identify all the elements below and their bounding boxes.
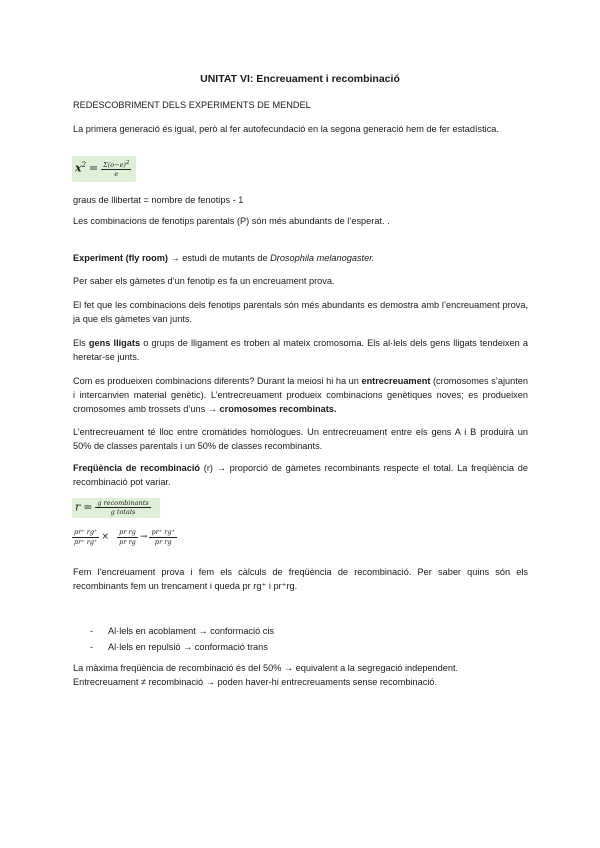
formula2-denominator: g totals <box>110 508 136 516</box>
cross-fraction-3 <box>149 528 176 547</box>
paragraph-degrees-freedom: graus de llibertat = nombre de fenotips - 1 <box>73 195 244 205</box>
paragraph-homologous-chromatids: L’entrecreuament té lloc entre cromàtides homòlogues. Un entrecreuament entre els gens A i B produirà un 50% de classes parentals i un 50% de classes recombinants. <box>73 427 528 451</box>
paragraph-crossover-not-recombination: Entrecreuament ≠ recombinació → poden haver-hi entrecreuaments sense recombinació. <box>73 677 438 687</box>
section-heading: REDESCOBRIMENT DELS EXPERIMENTS DE MENDEL <box>73 100 311 110</box>
list-item <box>90 640 268 654</box>
crossing-term: entrecreuament <box>361 376 431 386</box>
bullet-text: Al·lels en repulsió → conformació trans <box>108 642 268 652</box>
linked-genes-text-2: o grups de lligament es troben al mateix cromosoma. Els al·lels dels gens lligats tendeixen a heretar-se junts. <box>73 338 528 362</box>
cross-f2-num: pr rg <box>119 528 136 536</box>
crossing-text-1: Com es produeixen combinacions diferents? Durant la meiosi hi ha un <box>73 376 362 386</box>
recombination-frequency-text: (r) → proporció de gàmetes recombinants respecte el total. La freqüència de recombinació pot variar. <box>73 463 528 487</box>
cross-f3-num: pr⁺ rg⁺ <box>151 528 175 536</box>
cross-f1-num: pr⁺ rg⁺ <box>74 528 98 536</box>
cross-f2-den: pr rg <box>119 538 136 546</box>
recombination-frequency-formula <box>72 498 160 518</box>
recombination-frequency-term: Freqüència de recombinació <box>73 463 200 473</box>
formula2-eq: = <box>83 500 93 514</box>
formula-eq: = <box>88 161 99 175</box>
paragraph-test-cross: Per saber els gàmetes d’un fenotip es fa un encreuament prova. <box>73 276 335 286</box>
experiment-text: → estudi de mutants de <box>167 253 271 263</box>
paragraph-first-generation: La primera generació és igual, però al fer autofecundació en la segona generació hem de fer estadística. <box>73 124 499 134</box>
paragraph-parental-combinations: Les combinacions de fenotips parentals (P) són més abundants de l’esperat. . <box>73 216 390 226</box>
fly-room-label: (fly room) <box>125 253 168 263</box>
paragraph-crossing-over <box>73 374 528 416</box>
crossing-text-2: (cromosomes s’ajunten i intercanvien material genètic). L’entrecreuament produeix combinacions genètiques noves; es produeixen cromosomes amb trossets d’uns → <box>73 376 528 414</box>
linked-genes-text-1: Els <box>73 338 89 348</box>
cross-f1-den: pr⁺ rg⁺ <box>74 538 98 546</box>
cross-arrow: → <box>139 532 148 542</box>
page-title: UNITAT VI: Encreuament i recombinació <box>200 73 400 85</box>
species-name: Drosophila melanogaster. <box>270 253 375 263</box>
cross-fraction-2 <box>117 528 138 547</box>
list-item <box>90 624 274 638</box>
cross-formula <box>72 528 177 547</box>
formula2-fraction <box>95 499 150 516</box>
cross-times: × <box>101 532 110 542</box>
paragraph-test-cross-calc: Fem l’encreuament prova i fem els càlculs de freqüència de recombinació. Per saber quins són els recombinants fem un trencament i queda pr rg⁺ i pr⁺rg. <box>73 567 528 591</box>
paragraph-recombination-frequency <box>73 461 528 489</box>
bullet-dash: - <box>90 642 94 652</box>
bullet-text: Al·lels en acoblament → conformació cis <box>108 626 274 636</box>
formula2-lhs: r <box>75 500 81 514</box>
cross-f3-den: pr rg <box>154 538 172 546</box>
paragraph-max-frequency: La màxima freqüència de recombinació és del 50% → equivalent a la segregació independent. <box>73 663 459 673</box>
formula2-numerator: g recombinants <box>97 499 149 507</box>
paragraph-experiment <box>73 251 528 265</box>
formula-denominator: e <box>114 170 119 179</box>
experiment-label: Experiment <box>73 253 124 263</box>
formula-lhs-sup: 2 <box>81 161 87 169</box>
cross-fraction-1 <box>72 528 99 547</box>
chi-square-formula <box>72 156 136 182</box>
recombinant-chromosomes-term: cromosomes recombinats. <box>219 404 337 414</box>
linked-genes-term: gens lligats <box>88 338 141 348</box>
paragraph-parental-abundance: El fet que les combinacions dels fenotips parentals són més abundants es demostra amb l’encreuament prova, ja que els gàmetes van junts. <box>73 300 528 324</box>
paragraph-linked-genes <box>73 336 528 364</box>
formula-fraction <box>101 159 131 178</box>
formula-num-sup: 2 <box>125 159 130 166</box>
formula-lhs: x <box>75 161 82 175</box>
formula-numerator: Σ(o−e) <box>103 161 126 170</box>
bullet-dash: - <box>90 626 94 636</box>
